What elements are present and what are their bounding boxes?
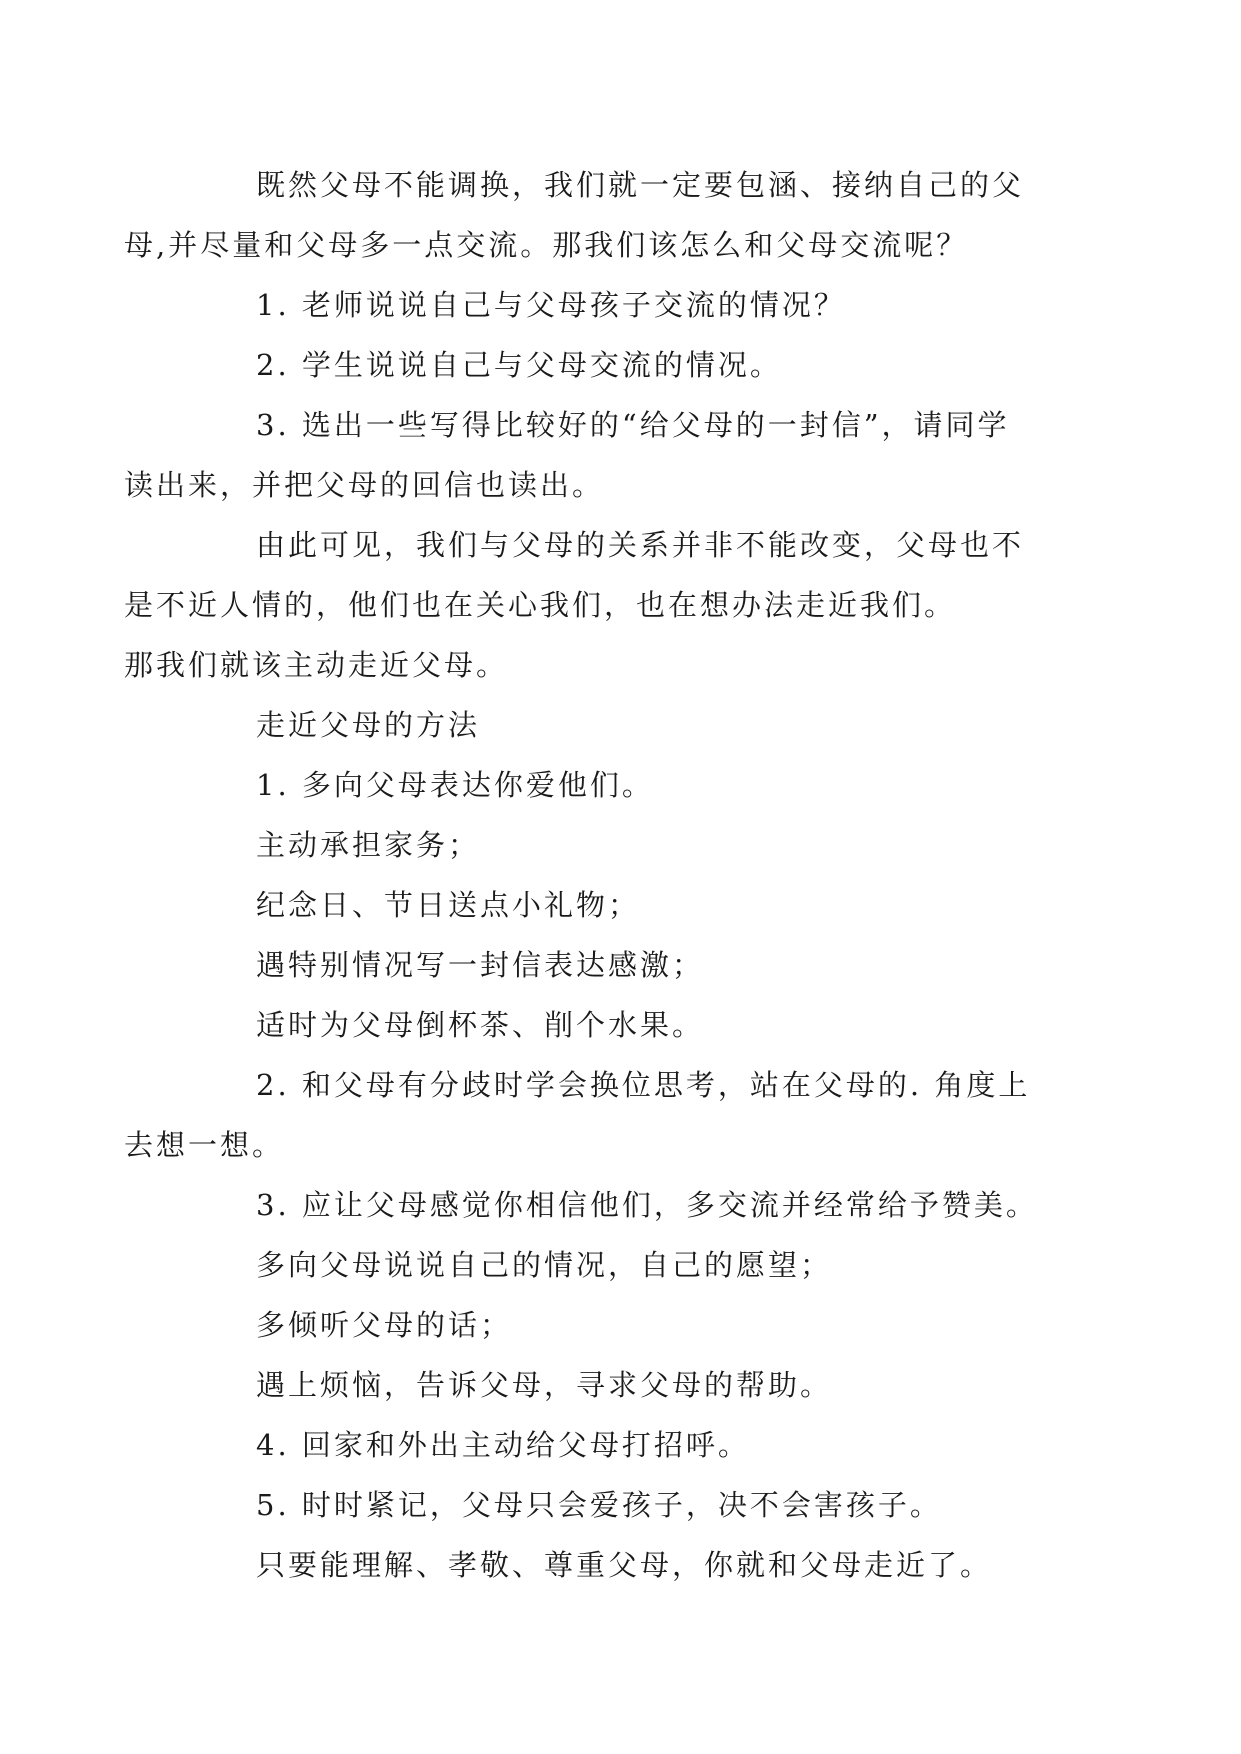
text-line: 2. 和父母有分歧时学会换位思考，站在父母的. 角度上 (256, 1068, 1031, 1102)
paragraph (190, 1175, 1080, 1235)
text-line: 只要能理解、孝敬、尊重父母，你就和父母走近了。 (256, 1548, 993, 1582)
text-line: 主动承担家务； (256, 828, 481, 862)
paragraph (190, 995, 1080, 1055)
document-page (124, 155, 1080, 1595)
paragraph (190, 1295, 1080, 1355)
paragraph (124, 155, 1080, 275)
text-line: 2. 学生说说自己与父母交流的情况。 (256, 348, 782, 382)
paragraph (190, 875, 1080, 935)
text-line: 既然父母不能调换，我们就一定要包涵、接纳自己的父 (256, 168, 1025, 202)
paragraph (190, 695, 1080, 755)
paragraph (190, 1535, 1080, 1595)
text-line: 那我们就该主动走近父母。 (124, 648, 509, 682)
paragraph (190, 335, 1080, 395)
text-line: 纪念日、节日送点小礼物； (256, 888, 641, 922)
text-line: 是不近人情的，他们也在关心我们，也在想办法走近我们。 (124, 588, 957, 622)
paragraph (190, 1235, 1080, 1295)
paragraph (190, 1415, 1080, 1475)
text-line: 5. 时时紧记，父母只会爱孩子，决不会害孩子。 (256, 1488, 942, 1522)
text-line: 1. 老师说说自己与父母孩子交流的情况？ (256, 288, 846, 322)
text-line: 母,并尽量和父母多一点交流。那我们该怎么和父母交流呢？ (124, 228, 969, 262)
paragraph (190, 1475, 1080, 1535)
text-line: 适时为父母倒杯茶、削个水果。 (256, 1008, 705, 1042)
text-line: 读出来，并把父母的回信也读出。 (124, 468, 605, 502)
text-line: 4. 回家和外出主动给父母打招呼。 (256, 1428, 750, 1462)
paragraph (190, 815, 1080, 875)
paragraph (124, 1055, 1080, 1175)
text-line: 遇特别情况写一封信表达感激； (256, 948, 705, 982)
text-line: 3. 选出一些写得比较好的“给父母的一封信”，请同学 (256, 408, 1010, 442)
paragraph (124, 515, 1080, 695)
text-line: 去想一想。 (124, 1128, 285, 1162)
paragraph (190, 1355, 1080, 1415)
text-line: 1. 多向父母表达你爱他们。 (256, 768, 654, 802)
paragraph (190, 755, 1080, 815)
text-line: 走近父母的方法 (256, 708, 481, 742)
text-line: 遇上烦恼，告诉父母，寻求父母的帮助。 (256, 1368, 833, 1402)
paragraph (190, 935, 1080, 995)
paragraph (124, 395, 1080, 515)
text-line: 多倾听父母的话； (256, 1308, 513, 1342)
text-line: 多向父母说说自己的情况，自己的愿望； (256, 1248, 833, 1282)
text-line: 由此可见，我们与父母的关系并非不能改变，父母也不 (256, 528, 1025, 562)
text-line: 3. 应让父母感觉你相信他们，多交流并经常给予赞美。 (256, 1188, 1038, 1222)
paragraph (190, 275, 1080, 335)
